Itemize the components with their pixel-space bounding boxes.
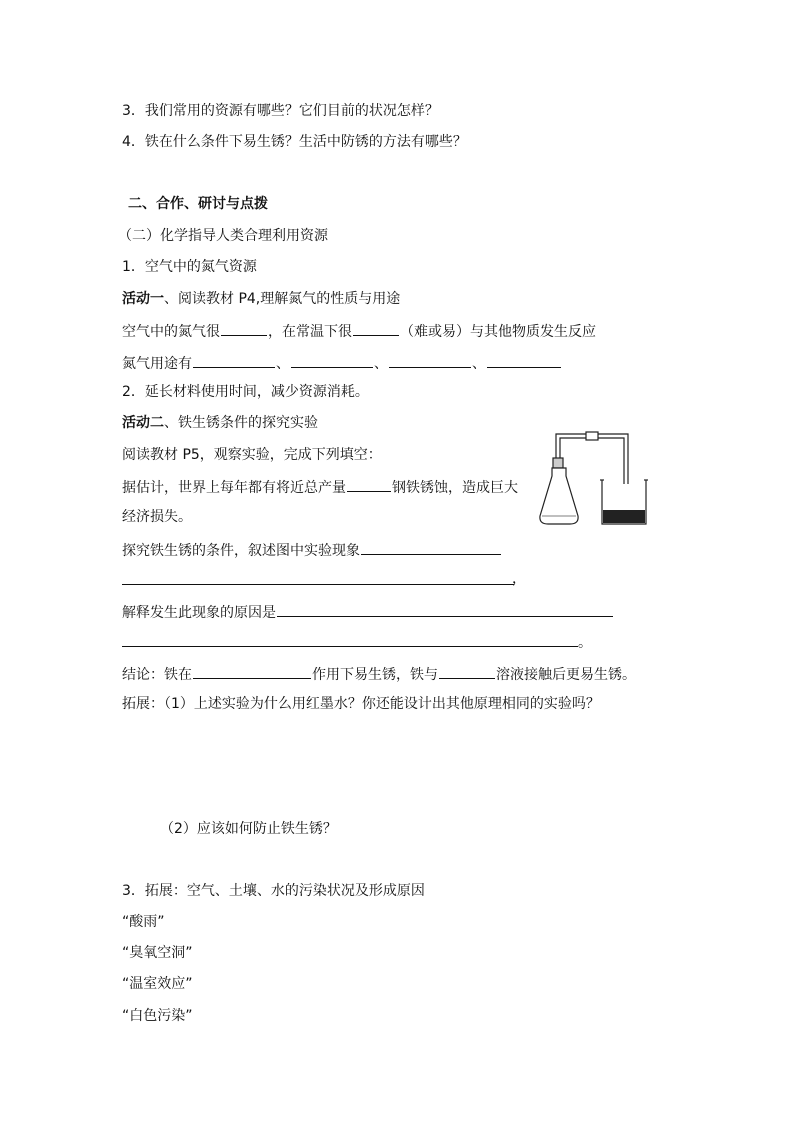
activity-2-label: 活动二 — [122, 415, 164, 431]
question-3: 3．我们常用的资源有哪些？它们目前的状况怎样？ — [122, 103, 439, 119]
item-2-title: 2．延长材料使用时间，减少资源消耗。 — [122, 384, 369, 400]
extension-question-1: 拓展：（1）上述实验为什么用红墨水？你还能设计出其他原理相同的实验吗？ — [122, 696, 600, 712]
explain-line — [122, 602, 614, 622]
answer-line[interactable] — [122, 646, 578, 647]
activity-1 — [122, 290, 400, 308]
item-3-title: 3．拓展：空气、土壤、水的污染状况及形成原因 — [122, 883, 425, 899]
explore-text: 探究铁生锈的条件，叙述图中实验现象 — [122, 543, 360, 559]
subsection-title: （二）化学指导人类合理利用资源 — [118, 228, 328, 244]
answer-blank[interactable] — [347, 477, 391, 492]
pollution-item: “白色污染” — [122, 1008, 193, 1024]
activity-2 — [122, 414, 318, 432]
answer-blank[interactable] — [487, 353, 561, 368]
question-4: 4．铁在什么条件下易生锈？生活中防锈的方法有哪些？ — [122, 134, 467, 150]
extension-question-2: （2）应该如何防止铁生锈？ — [160, 821, 337, 837]
answer-line[interactable] — [122, 584, 514, 585]
nitrogen-text-c: （难或易）与其他物质发生反应 — [400, 324, 596, 340]
activity-1-text: 、阅读教材 P4,理解氮气的性质与用途 — [164, 291, 401, 307]
conclusion-line — [122, 664, 636, 684]
answer-blank[interactable] — [291, 353, 373, 368]
estimate-text-b: 钢铁锈蚀，造成巨大 — [392, 480, 518, 496]
answer-blank[interactable] — [361, 540, 501, 555]
pollution-item: “酸雨” — [122, 914, 165, 930]
section-title: 二、合作、研讨与点拨 — [128, 196, 268, 212]
answer-blank[interactable] — [389, 353, 471, 368]
nitrogen-text-b: ，在常温下很 — [268, 324, 352, 340]
separator: 、 — [472, 356, 486, 372]
nitrogen-uses-line — [122, 353, 562, 373]
estimate-line — [122, 477, 518, 497]
separator: 、 — [374, 356, 388, 372]
answer-blank[interactable] — [193, 664, 311, 679]
answer-blank[interactable] — [353, 321, 399, 336]
answer-blank[interactable] — [439, 664, 495, 679]
read-instruction: 阅读教材 P5，观察实验，完成下列填空： — [122, 447, 382, 463]
pollution-item: “温室效应” — [122, 976, 193, 992]
conclusion-text-a: 结论：铁在 — [122, 667, 192, 683]
conclusion-text-b: 作用下易生锈，铁与 — [312, 667, 438, 683]
experiment-apparatus-illustration — [534, 424, 654, 534]
nitrogen-property-line — [122, 321, 596, 341]
explain-text: 解释发生此现象的原因是 — [122, 605, 276, 621]
answer-blank[interactable] — [277, 602, 613, 617]
comma: ， — [512, 571, 526, 587]
activity-2-text: 、铁生锈条件的探究实验 — [164, 415, 318, 431]
separator: 、 — [276, 356, 290, 372]
conclusion-text-c: 溶液接触后更易生锈。 — [496, 667, 636, 683]
estimate-text-a: 据估计，世界上每年都有将近总产量 — [122, 480, 346, 496]
activity-1-label: 活动一 — [122, 291, 164, 307]
pollution-item: “臭氧空洞” — [122, 945, 193, 961]
nitrogen-text-a: 空气中的氮气很 — [122, 324, 220, 340]
answer-blank[interactable] — [193, 353, 275, 368]
period: 。 — [578, 635, 592, 651]
nitrogen-uses-label: 氮气用途有 — [122, 356, 192, 372]
explore-line — [122, 540, 502, 560]
answer-blank[interactable] — [221, 321, 267, 336]
estimate-line-cont: 经济损失。 — [122, 509, 192, 525]
item-1-title: 1．空气中的氮气资源 — [122, 259, 257, 275]
